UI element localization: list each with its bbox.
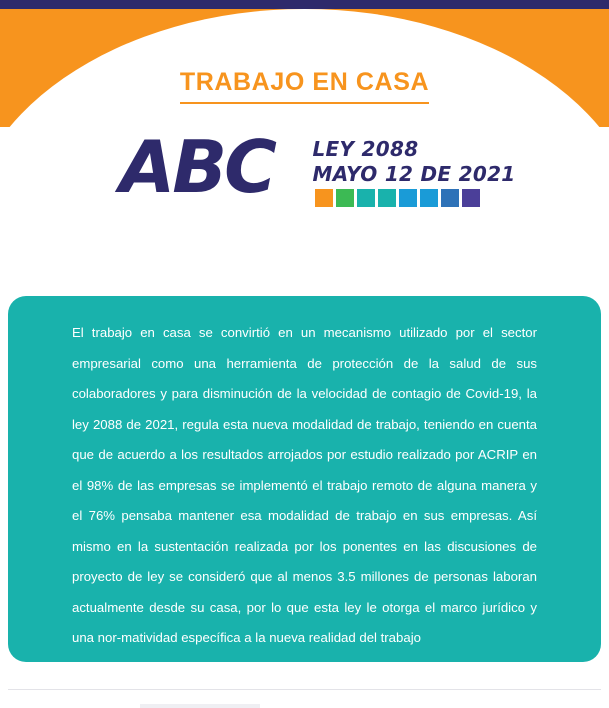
top-navy-bar <box>0 0 609 9</box>
color-swatch-row <box>315 189 480 207</box>
abc-acronym: ABC <box>119 125 274 209</box>
bottom-accent-bar <box>140 704 260 708</box>
swatch-8 <box>462 189 480 207</box>
law-date: MAYO 12 DE 2021 <box>312 162 516 186</box>
law-reference <box>313 137 516 187</box>
swatch-1 <box>315 189 333 207</box>
body-card <box>8 296 601 662</box>
page-title-container <box>0 68 609 104</box>
law-number: LEY 2088 <box>312 137 419 161</box>
swatch-3 <box>357 189 375 207</box>
swatch-4 <box>378 189 396 207</box>
swatch-5 <box>399 189 417 207</box>
logo-lockup <box>0 126 609 216</box>
swatch-6 <box>420 189 438 207</box>
page-title: TRABAJO EN CASA <box>180 68 429 104</box>
swatch-7 <box>441 189 459 207</box>
body-paragraph: El trabajo en casa se convirtió en un mecanismo utilizado por el sector empresarial como una herramienta de protección de la salud de sus colaboradores y para disminución de la velocidad de contagio de Covid-19, la ley 2088 de 2021, regula esta nueva modalidad de trabajo, teniendo en cuenta que de acuerdo a los resultados arrojados por estudio realizado por ACRIP en el 98% de las empresas se implementó el trabajo remoto de alguna manera y el 76% pensaba mantener esa modalidad de trabajo en sus empresas. Así mismo en la sustentación realizada por los ponentes en las discusiones de proyecto de ley se consideró que al menos 3.5 millones de personas laboran actualmente desde su casa, por lo que esta ley le otorga el marco jurídico y una nor-matividad específica a la nueva realidad del trabajo <box>72 325 537 645</box>
swatch-2 <box>336 189 354 207</box>
logo-inner <box>119 125 516 216</box>
bottom-divider <box>8 689 601 690</box>
